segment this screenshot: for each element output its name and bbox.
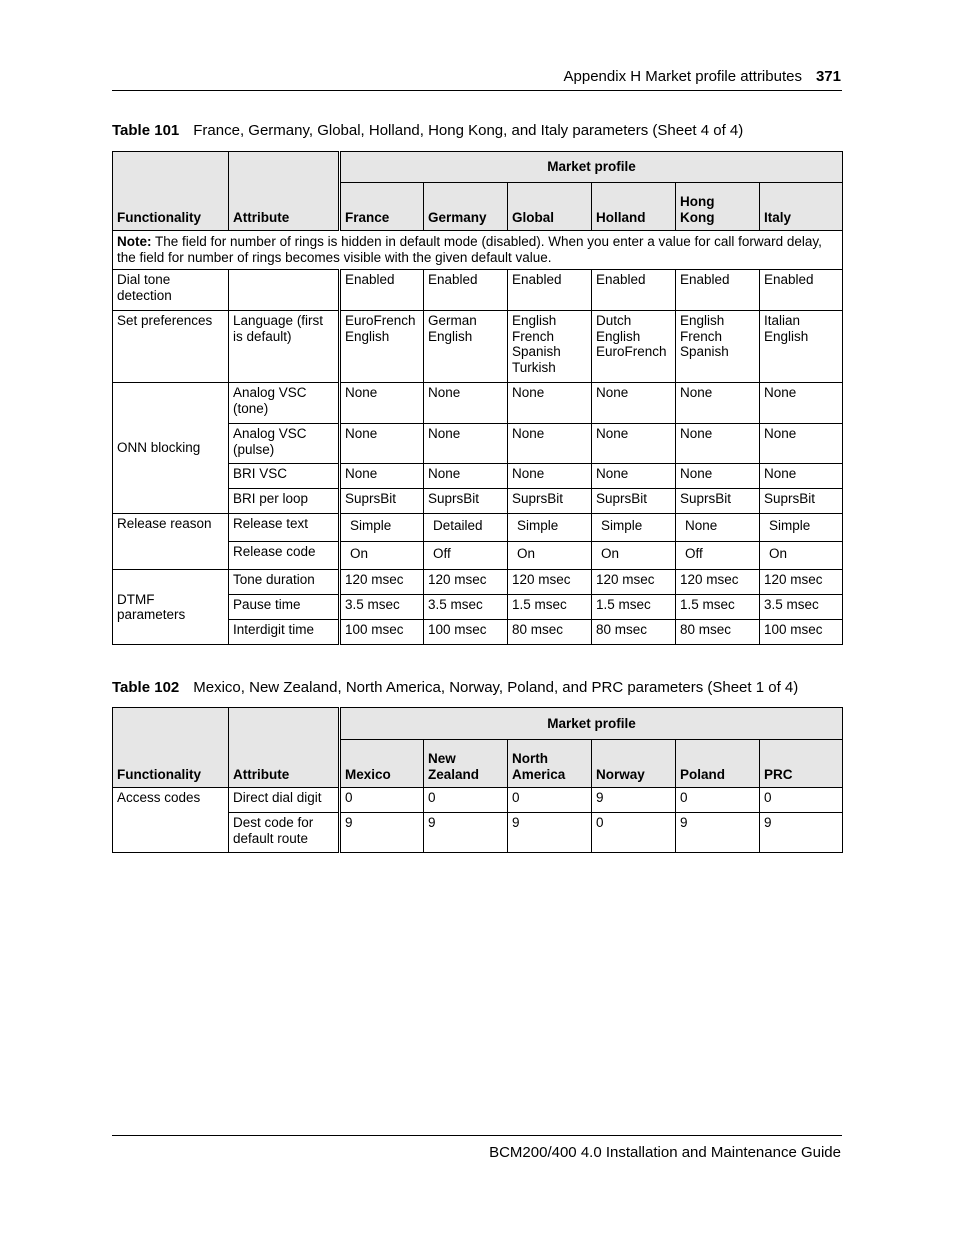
value-cell: On bbox=[340, 542, 424, 570]
value-cell: Enabled bbox=[592, 270, 676, 311]
table-101-note-row bbox=[113, 231, 843, 270]
note-text: The field for number of rings is hidden in default mode (disabled). When you enter a value for call forward delay, the field for number of rings becomes visible with the given default value. bbox=[117, 234, 822, 265]
value-cell: None bbox=[592, 464, 676, 489]
attribute-cell: BRI VSC bbox=[229, 464, 340, 489]
value-cell: 80 msec bbox=[508, 620, 592, 645]
value-cell: Enabled bbox=[508, 270, 592, 311]
table-row bbox=[113, 270, 843, 311]
functionality-cell: ONN blocking bbox=[113, 383, 229, 514]
functionality-cell: Set preferences bbox=[113, 311, 229, 383]
col-header-country: Hong Kong bbox=[676, 183, 760, 231]
value-cell: Simple bbox=[592, 514, 676, 542]
value-cell: 120 msec bbox=[340, 570, 424, 595]
col-header-country: Germany bbox=[424, 183, 508, 231]
value-cell: None bbox=[508, 424, 592, 464]
table-101-header-row-1 bbox=[113, 152, 843, 183]
value-cell: Dutch English EuroFrench bbox=[592, 311, 676, 383]
col-header-market-profile: Market profile bbox=[340, 708, 843, 740]
value-cell: None bbox=[760, 424, 843, 464]
value-cell: 0 bbox=[340, 788, 424, 813]
value-cell: 9 bbox=[508, 813, 592, 853]
value-cell: 3.5 msec bbox=[760, 595, 843, 620]
value-cell: 120 msec bbox=[424, 570, 508, 595]
table-101-number: Table 101 bbox=[112, 122, 180, 139]
value-cell: EuroFrench English bbox=[340, 311, 424, 383]
value-cell: None bbox=[676, 514, 760, 542]
attribute-cell: Tone duration bbox=[229, 570, 340, 595]
header-section: Appendix H Market profile attributes bbox=[563, 68, 802, 85]
col-header-attribute: Attribute bbox=[229, 152, 340, 231]
table-102 bbox=[112, 707, 843, 853]
value-cell: None bbox=[340, 424, 424, 464]
header-rule bbox=[112, 90, 842, 91]
value-cell: None bbox=[508, 464, 592, 489]
col-header-country: Holland bbox=[592, 183, 676, 231]
col-header-country: Poland bbox=[676, 740, 760, 788]
attribute-cell: Dest code for default route bbox=[229, 813, 340, 853]
table-102-caption bbox=[112, 679, 798, 696]
value-cell: None bbox=[760, 383, 843, 424]
value-cell: 100 msec bbox=[424, 620, 508, 645]
value-cell: None bbox=[340, 383, 424, 424]
value-cell: None bbox=[676, 383, 760, 424]
col-header-country: Global bbox=[508, 183, 592, 231]
value-cell: Off bbox=[676, 542, 760, 570]
attribute-cell: Analog VSC (tone) bbox=[229, 383, 340, 424]
value-cell: 0 bbox=[676, 788, 760, 813]
attribute-cell: Direct dial digit bbox=[229, 788, 340, 813]
footer-rule bbox=[112, 1135, 842, 1136]
value-cell: SuprsBit bbox=[676, 489, 760, 514]
value-cell: On bbox=[592, 542, 676, 570]
value-cell: English French Spanish Turkish bbox=[508, 311, 592, 383]
value-cell: SuprsBit bbox=[508, 489, 592, 514]
attribute-cell: BRI per loop bbox=[229, 489, 340, 514]
value-cell: 0 bbox=[424, 788, 508, 813]
value-cell: 9 bbox=[340, 813, 424, 853]
value-cell: 0 bbox=[508, 788, 592, 813]
attribute-cell: Pause time bbox=[229, 595, 340, 620]
value-cell: 120 msec bbox=[676, 570, 760, 595]
value-cell: English French Spanish bbox=[676, 311, 760, 383]
value-cell: None bbox=[760, 464, 843, 489]
functionality-cell: Dial tone detection bbox=[113, 270, 229, 311]
value-cell: Enabled bbox=[676, 270, 760, 311]
value-cell: Enabled bbox=[424, 270, 508, 311]
col-header-market-profile: Market profile bbox=[340, 152, 843, 183]
value-cell: SuprsBit bbox=[424, 489, 508, 514]
table-note bbox=[113, 231, 843, 270]
value-cell: Simple bbox=[508, 514, 592, 542]
value-cell: 100 msec bbox=[340, 620, 424, 645]
functionality-cell: Release reason bbox=[113, 514, 229, 570]
value-cell: None bbox=[508, 383, 592, 424]
table-row bbox=[113, 383, 843, 424]
page-number: 371 bbox=[815, 68, 841, 85]
value-cell: None bbox=[676, 464, 760, 489]
functionality-cell: Access codes bbox=[113, 788, 229, 853]
value-cell: Enabled bbox=[340, 270, 424, 311]
value-cell: 120 msec bbox=[592, 570, 676, 595]
table-102-header-row-1 bbox=[113, 708, 843, 740]
attribute-cell bbox=[229, 270, 340, 311]
value-cell: SuprsBit bbox=[592, 489, 676, 514]
col-header-country: PRC bbox=[760, 740, 843, 788]
value-cell: None bbox=[592, 424, 676, 464]
attribute-cell: Release text bbox=[229, 514, 340, 542]
value-cell: Enabled bbox=[760, 270, 843, 311]
value-cell: 120 msec bbox=[760, 570, 843, 595]
value-cell: 9 bbox=[676, 813, 760, 853]
value-cell: 9 bbox=[424, 813, 508, 853]
value-cell: 80 msec bbox=[592, 620, 676, 645]
table-row bbox=[113, 788, 843, 813]
value-cell: 9 bbox=[592, 788, 676, 813]
table-101-title: France, Germany, Global, Holland, Hong Kong, and Italy parameters (Sheet 4 of 4) bbox=[193, 122, 744, 139]
value-cell: 0 bbox=[760, 788, 843, 813]
value-cell: 3.5 msec bbox=[424, 595, 508, 620]
col-header-country: North America bbox=[508, 740, 592, 788]
table-101 bbox=[112, 151, 843, 645]
attribute-cell: Release code bbox=[229, 542, 340, 570]
value-cell: None bbox=[340, 464, 424, 489]
col-header-country: France bbox=[340, 183, 424, 231]
value-cell: Italian English bbox=[760, 311, 843, 383]
value-cell: 1.5 msec bbox=[592, 595, 676, 620]
value-cell: None bbox=[424, 383, 508, 424]
value-cell: Simple bbox=[760, 514, 843, 542]
value-cell: None bbox=[424, 424, 508, 464]
attribute-cell: Analog VSC (pulse) bbox=[229, 424, 340, 464]
table-102-title: Mexico, New Zealand, North America, Norway, Poland, and PRC parameters (Sheet 1 of 4) bbox=[193, 679, 799, 696]
table-row bbox=[113, 311, 843, 383]
value-cell: Simple bbox=[340, 514, 424, 542]
value-cell: None bbox=[676, 424, 760, 464]
value-cell: SuprsBit bbox=[340, 489, 424, 514]
running-footer: BCM200/400 4.0 Installation and Maintenance Guide bbox=[489, 1144, 841, 1161]
value-cell: 1.5 msec bbox=[508, 595, 592, 620]
col-header-country: New Zealand bbox=[424, 740, 508, 788]
attribute-cell: Interdigit time bbox=[229, 620, 340, 645]
functionality-cell: DTMF parameters bbox=[113, 570, 229, 645]
value-cell: None bbox=[592, 383, 676, 424]
col-header-country: Italy bbox=[760, 183, 843, 231]
value-cell: On bbox=[760, 542, 843, 570]
col-header-functionality: Functionality bbox=[113, 708, 229, 788]
value-cell: 9 bbox=[760, 813, 843, 853]
col-header-country: Norway bbox=[592, 740, 676, 788]
value-cell: 1.5 msec bbox=[676, 595, 760, 620]
value-cell: Off bbox=[424, 542, 508, 570]
col-header-functionality: Functionality bbox=[113, 152, 229, 231]
value-cell: 120 msec bbox=[508, 570, 592, 595]
value-cell: 100 msec bbox=[760, 620, 843, 645]
table-row bbox=[113, 570, 843, 595]
table-101-caption bbox=[112, 122, 743, 139]
running-header bbox=[564, 68, 841, 85]
value-cell: German English bbox=[424, 311, 508, 383]
table-102-number: Table 102 bbox=[112, 679, 180, 696]
col-header-country: Mexico bbox=[340, 740, 424, 788]
value-cell: On bbox=[508, 542, 592, 570]
col-header-attribute: Attribute bbox=[229, 708, 340, 788]
value-cell: None bbox=[424, 464, 508, 489]
note-label: Note: bbox=[117, 234, 152, 249]
value-cell: 80 msec bbox=[676, 620, 760, 645]
value-cell: SuprsBit bbox=[760, 489, 843, 514]
value-cell: Detailed bbox=[424, 514, 508, 542]
table-row bbox=[113, 514, 843, 542]
value-cell: 3.5 msec bbox=[340, 595, 424, 620]
attribute-cell: Language (first is default) bbox=[229, 311, 340, 383]
value-cell: 0 bbox=[592, 813, 676, 853]
